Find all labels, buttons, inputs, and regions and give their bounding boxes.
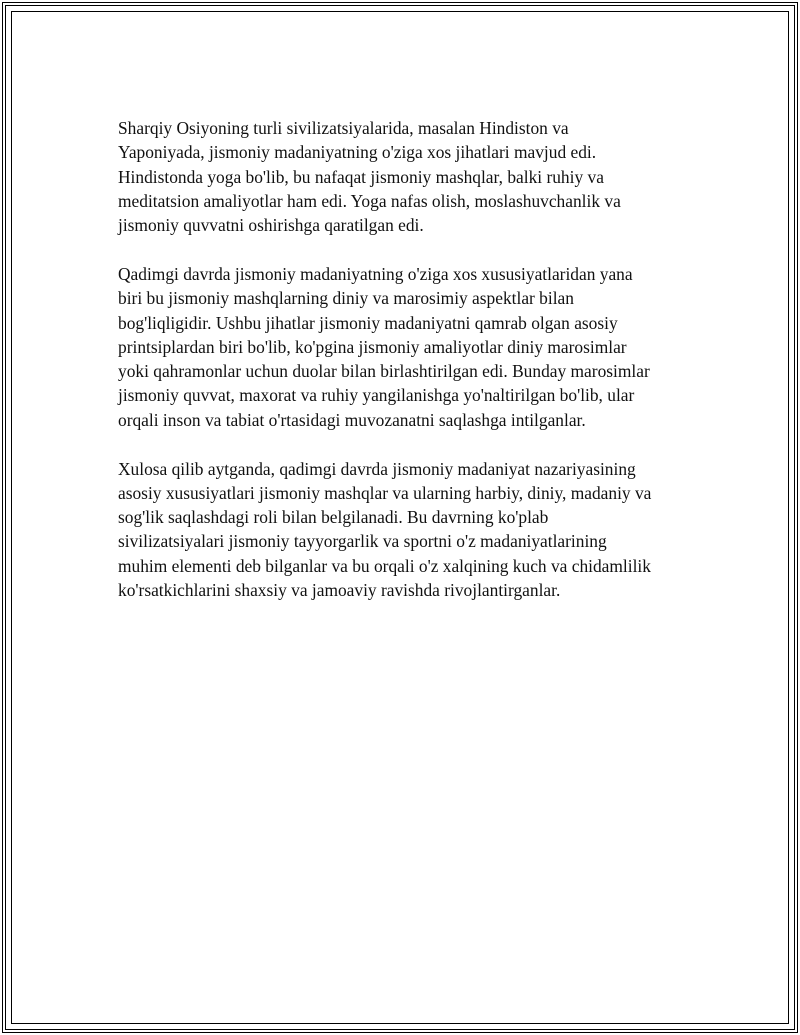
document-body <box>118 116 693 627</box>
paragraph-2: Qadimgi davrda jismoniy madaniyatning o'ziga xos xususiyatlaridan yana biri bu jismoniy mashqlarning diniy va marosimiy aspektlar bilan bog'liqligidir. Ushbu jihatlar jismoniy madaniyatni qamrab olgan asosiy printsiplardan biri bo'lib, ko'pgina jismoniy amaliyotlar diniy marosimlar yoki qahramonlar uchun duolar bilan birlashtirilgan edi. Bunday marosimlar jismoniy quvvat, maxorat va ruhiy yangilanishga yo'naltirilgan bo'lib, ular orqali inson va tabiat o'rtasidagi muvozanatni saqlashga intilganlar. <box>118 263 650 430</box>
paragraph-3: Xulosa qilib aytganda, qadimgi davrda jismoniy madaniyat nazariyasining asosiy xususiyatlari jismoniy mashqlar va ularning harbiy, diniy, madaniy va sog'lik saqlashdagi roli bilan belgilanadi. Bu davrning ko'plab sivilizatsiyalari jismoniy tayyorgarlik va sportni o'z madaniyatlarining muhim elementi deb bilganlar va bu orqali o'z xalqining kuch va chidamlilik ko'rsatkichlarini shaxsiy va jamoaviy ravishda rivojlantirganlar. <box>118 458 652 601</box>
paragraph-1: Sharqiy Osiyoning turli sivilizatsiyalarida, masalan Hindiston va Yaponiyada, jismoniy madaniyatning o'ziga xos jihatlari mavjud edi. Hindistonda yoga bo'lib, bu nafaqat jismoniy mashqlar, balki ruhiy va meditatsion amaliyotlar ham edi. Yoga nafas olish, moslashuvchanlik va jismoniy quvvatni oshirishga qaratilgan edi. <box>118 118 621 236</box>
